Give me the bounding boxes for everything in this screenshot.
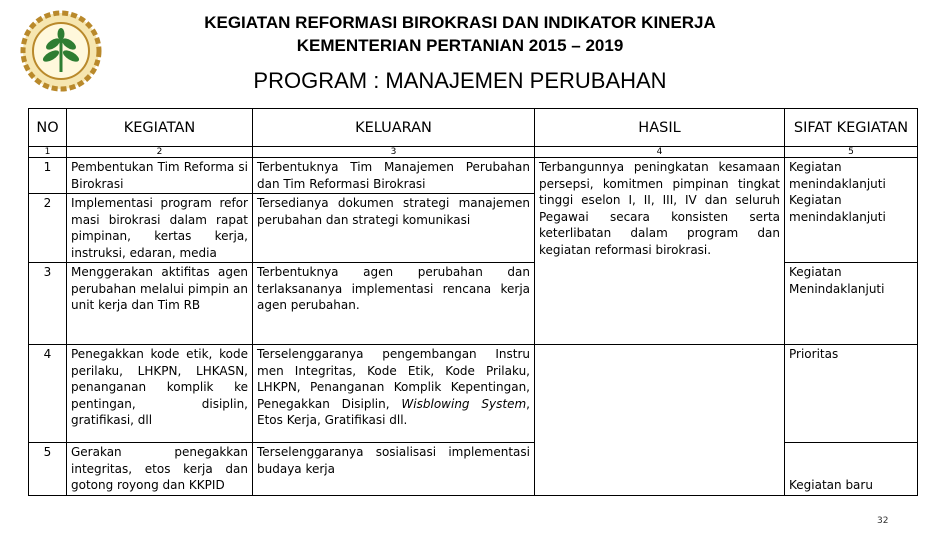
col-number: 1 xyxy=(29,147,67,158)
col-number: 5 xyxy=(785,147,918,158)
sifat-cell: Prioritas xyxy=(785,345,918,443)
keluaran-text: Terselenggaranya pengembangan Instru men Integritas, Kode Etik, Kode Prilaku, LHKPN, Penanganan Komplik Kepentingan, Penegakkan Disiplin, xyxy=(257,347,530,411)
table-row xyxy=(29,158,918,194)
table-row xyxy=(29,345,918,443)
kegiatan-cell: Pembentukan Tim Reforma si Birokrasi xyxy=(67,158,253,194)
table-row xyxy=(29,263,918,345)
sifat-cell: Kegiatan baru xyxy=(785,443,918,496)
header-row xyxy=(29,109,918,147)
row-no: 4 xyxy=(29,345,67,443)
col-number: 4 xyxy=(535,147,785,158)
col-number: 2 xyxy=(67,147,253,158)
ministry-logo xyxy=(20,10,102,92)
kegiatan-cell: Menggerakan aktifitas agen perubahan melalui pimpin an unit kerja dan Tim RB xyxy=(67,263,253,345)
hasil-cell: Terbangunnya peningkatan kesamaan persepsi, komitmen pimpinan tingkat tinggi eselon I, II, III, IV dan seluruh Pegawai secara konsisten serta keterlibatan dalam program dan kegiatan reformasi birokrasi. xyxy=(535,158,785,345)
row-no: 2 xyxy=(29,194,67,263)
row-no: 5 xyxy=(29,443,67,496)
header-keluaran: KELUARAN xyxy=(253,109,535,147)
keluaran-cell: Terselenggaranya sosialisasi implementasi budaya kerja xyxy=(253,443,535,496)
program-title: PROGRAM : MANAJEMEN PERUBAHAN xyxy=(253,68,667,93)
kegiatan-cell: Gerakan penegakkan integritas, etos kerja dan gotong royong dan KKPID xyxy=(67,443,253,496)
title-line-2: KEMENTERIAN PERTANIAN 2015 – 2019 xyxy=(296,36,624,55)
header-kegiatan: KEGIATAN xyxy=(67,109,253,147)
hasil-empty-cell xyxy=(535,345,785,496)
column-number-row xyxy=(29,147,918,158)
sifat-cell: Kegiatan Menindaklanjuti xyxy=(785,263,918,345)
row-no: 1 xyxy=(29,158,67,194)
table-row xyxy=(29,443,918,496)
keluaran-cell xyxy=(253,345,535,443)
keluaran-emphasis: Wisblowing System xyxy=(401,396,527,411)
activity-table xyxy=(28,108,918,496)
kegiatan-cell: Penegakkan kode etik, kode perilaku, LHKPN, LHKASN, penanganan komplik ke pentingan, disiplin, gratifikasi, dll xyxy=(67,345,253,443)
keluaran-cell: Terbentuknya Tim Manajemen Perubahan dan Tim Reformasi Birokrasi xyxy=(253,158,535,194)
sifat-cell: Kegiatan menindaklanjuti Kegiatan menindaklanjuti xyxy=(785,158,918,263)
header-sifat: SIFAT KEGIATAN xyxy=(785,109,918,147)
header-hasil: HASIL xyxy=(535,109,785,147)
kegiatan-cell: Implementasi program refor masi birokrasi dalam rapat pimpinan, kertas kerja, instruksi, edaran, media xyxy=(67,194,253,263)
col-number: 3 xyxy=(253,147,535,158)
title-line-1: KEGIATAN REFORMASI BIROKRASI DAN INDIKATOR KINERJA xyxy=(204,13,716,32)
page-number: 32 xyxy=(877,516,889,526)
header-no: NO xyxy=(29,109,67,147)
row-no: 3 xyxy=(29,263,67,345)
keluaran-cell: Terbentuknya agen perubahan dan terlaksananya implementasi rencana kerja agen perubahan. xyxy=(253,263,535,345)
keluaran-text: , Etos Kerja, Gratifikasi dll. xyxy=(257,396,530,427)
keluaran-cell: Tersedianya dokumen strategi manajemen perubahan dan strategi komunikasi xyxy=(253,194,535,263)
